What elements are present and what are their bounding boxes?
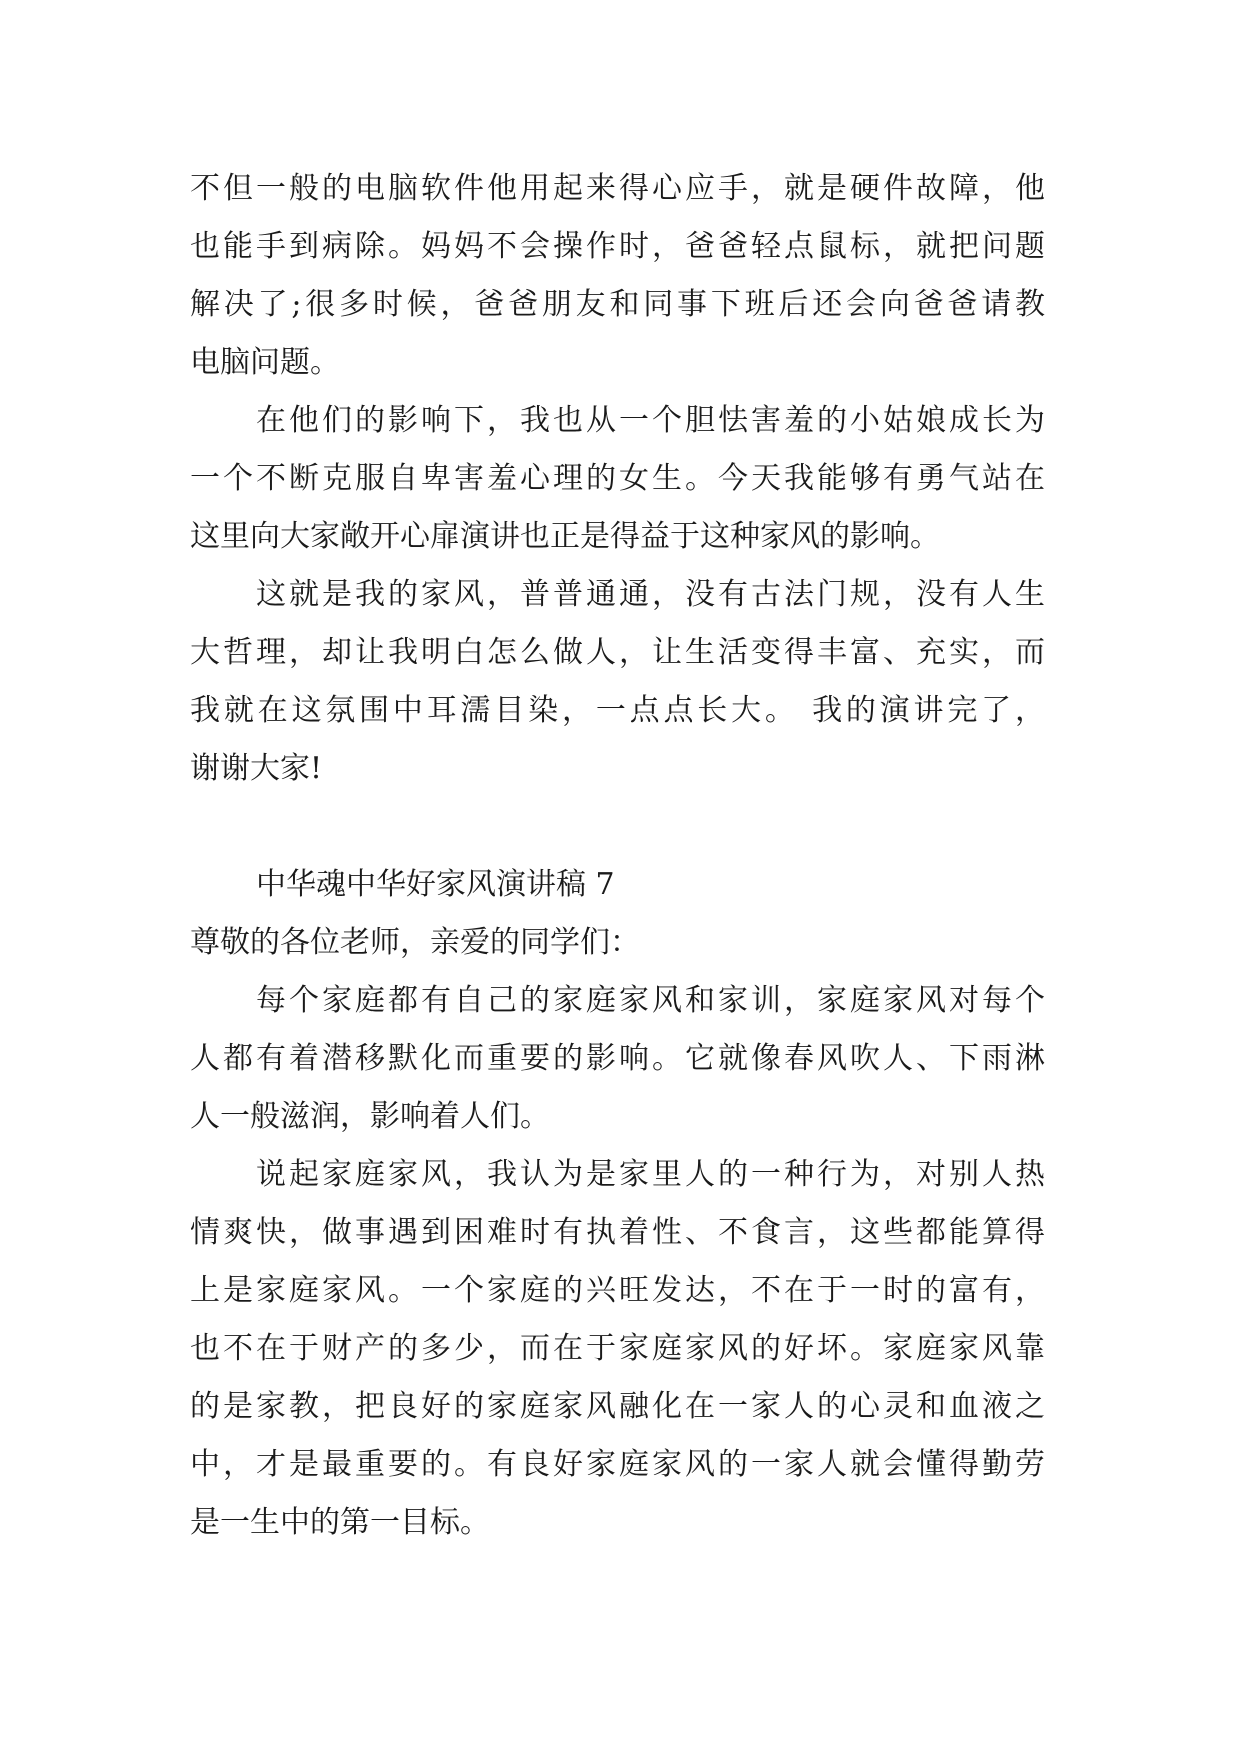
text-line: 也能手到病除。妈妈不会操作时，爸爸轻点鼠标，就把问题 [190, 229, 1045, 264]
text-line: 一个不断克服自卑害羞心理的女生。今天我能够有勇气站在 [190, 461, 1045, 496]
text-line: 说起家庭家风，我认为是家里人的一种行为，对别人热 [256, 1157, 1045, 1192]
text-line: 的是家教，把良好的家庭家风融化在一家人的心灵和血液之 [190, 1389, 1045, 1424]
text-line: 这就是我的家风，普普通通，没有古法门规，没有人生 [256, 577, 1045, 612]
text-line: 人都有着潜移默化而重要的影响。它就像春风吹人、下雨淋 [190, 1041, 1045, 1076]
text-line: 尊敬的各位老师，亲爱的同学们： [190, 925, 640, 960]
text-line: 谢谢大家! [190, 751, 323, 786]
document-page [190, 160, 1045, 1552]
text-line: 大哲理，却让我明白怎么做人，让生活变得丰富、充实，而 [190, 635, 1045, 670]
text-line: 人一般滋润，影响着人们。 [190, 1099, 550, 1134]
section-gap [190, 798, 1045, 856]
text-line: 上是家庭家风。一个家庭的兴旺发达，不在于一时的富有， [190, 1273, 1045, 1308]
paragraph-block-speech-7 [190, 914, 1045, 1552]
text-line: 也不在于财产的多少，而在于家庭家风的好坏。家庭家风靠 [190, 1331, 1045, 1366]
text-line: 我就在这氛围中耳濡目染，一点点长大。 我的演讲完了， [190, 693, 1045, 728]
text-line: 电脑问题。 [190, 345, 340, 380]
text-line: 在他们的影响下，我也从一个胆怯害羞的小姑娘成长为 [256, 403, 1045, 438]
text-line: 情爽快，做事遇到困难时有执着性、不食言，这些都能算得 [190, 1215, 1045, 1250]
text-line: 不但一般的电脑软件他用起来得心应手，就是硬件故障，他 [190, 171, 1045, 206]
section-title: 中华魂中华好家风演讲稿 7 [256, 867, 615, 902]
text-line: 是一生中的第一目标。 [190, 1505, 490, 1540]
text-line: 解决了;很多时候，爸爸朋友和同事下班后还会向爸爸请教 [190, 287, 1045, 322]
text-line: 每个家庭都有自己的家庭家风和家训，家庭家风对每个 [256, 983, 1045, 1018]
text-line: 中，才是最重要的。有良好家庭家风的一家人就会懂得勤劳 [190, 1447, 1045, 1482]
paragraph-block-continued [190, 160, 1045, 798]
text-line: 这里向大家敞开心扉演讲也正是得益于这种家风的影响。 [190, 519, 940, 554]
